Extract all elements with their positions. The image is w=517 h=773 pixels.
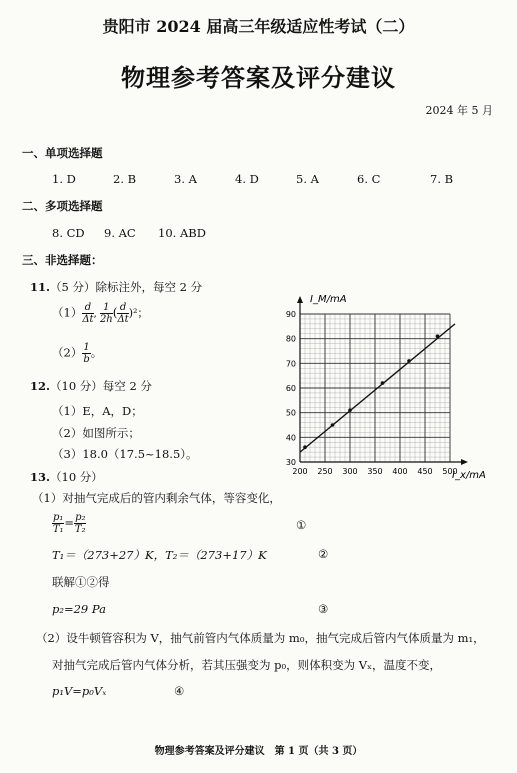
section-heading-non-choice: 三、非选择题： [22,253,103,267]
answer-prefix: （2） [52,345,83,360]
y-axis-arrow [297,296,303,303]
answer-item: 10. ABD [158,226,206,240]
x-tick-label: 400 [392,467,408,476]
answer-prefix: （1） [52,305,83,320]
question-13-intro [30,469,103,485]
answer-item: 4. D [235,172,259,186]
x-tick-label: 500 [442,467,458,476]
answer-suffix: )²； [128,306,149,320]
question-number: 13. [30,470,51,484]
equation-marker: ④ [174,684,185,698]
question-12-answer-3: （3）18.0（17.5~18.5）。 [52,447,198,461]
data-point [331,423,335,427]
equation-2: T₁＝（273+27）K，T₂＝（273+17）K [52,548,267,562]
data-point [407,359,411,363]
fraction-numerator: 1 [100,302,113,314]
question-intro-text: （5 分）除标注外，每空 2 分 [50,280,203,294]
y-tick-label: 50 [285,408,296,418]
x-tick-label: 450 [417,467,433,476]
data-point [303,445,307,449]
fraction [82,302,93,325]
answer-item: 7. B [430,172,454,186]
question-intro-text: （10 分） [50,470,103,484]
question-13-paragraph-2: （2）设牛顿管容积为 V，抽气前管内气体质量为 m₀，抽气完成后管内气体质量为 m₁， [36,631,485,645]
fraction [100,302,113,325]
question-12-answer-2: （2）如图所示； [52,426,140,440]
question-13-paragraph-1: （1）对抽气完成后的管内剩余气体，等容变化， [32,491,281,505]
fraction-denominator: T₂ [74,524,86,535]
answer-item: 5. A [296,172,319,186]
y-tick-label: 80 [285,334,296,344]
page-footer: 物理参考答案及评分建议 第 1 页（共 3 页） [154,746,363,757]
y-tick-label: 30 [285,458,296,467]
data-point [348,408,352,412]
fraction [52,512,64,535]
question-11-answer-2 [52,342,102,365]
answer-item: 8. CD [52,226,85,240]
answer-item: 3. A [174,172,197,186]
equation-3: p₂=29 Pa [52,602,106,616]
fraction-numerator: d [82,302,93,314]
fraction-numerator: p₁ [53,512,64,523]
y-tick-label: 70 [285,359,296,369]
x-tick-label: 300 [342,467,358,476]
equation-1 [52,512,86,535]
fraction-numerator: 1 [83,342,90,353]
exam-date: 2024 年 5 月 [425,104,493,117]
x-axis-arrow [461,459,468,465]
y-tick-label: 60 [285,384,296,393]
fraction-denominator: 2h [99,314,113,325]
answer-item: 9. AC [104,226,136,240]
y-tick-label: 90 [285,310,296,319]
x-tick-label: 200 [292,467,308,476]
question-intro-text: （10 分）每空 2 分 [50,379,152,393]
y-axis-label: I_M/mA [310,294,347,305]
fraction-numerator: p₂ [75,512,86,523]
question-11-intro [30,279,202,295]
question-12-intro [30,378,152,394]
x-tick-label: 350 [367,467,383,476]
answer-item: 2. B [113,172,137,186]
question-12-answer-1: （1）E，A，D； [52,404,143,418]
question-13-paragraph-3: 对抽气完成后管内气体分析，若其压强变为 p₀，则体积变为 Vₓ，温度不变， [52,658,441,672]
question-number: 12. [30,379,51,393]
data-point [381,381,385,385]
fraction-denominator: Δt [117,314,129,325]
y-tick-label: 40 [285,433,296,443]
current-relation-chart [276,290,506,500]
answer-item: 1. D [52,172,76,186]
equation-marker: ③ [318,602,329,616]
x-axis-label: I_x/mA [452,470,486,481]
fraction-denominator: Δt [82,314,94,325]
fraction [74,512,86,535]
answer-item: 6. C [357,172,381,186]
fraction-numerator: d [117,302,128,314]
equation-marker: ② [318,547,329,561]
equation-marker: ① [296,518,307,532]
document-title: 物理参考答案及评分建议 [121,63,396,92]
answer-suffix: 。 [90,345,103,360]
equation-4: p₁V=p₀Vₓ [52,684,107,698]
question-11-answer-1: （1） $\frac{d}{\Delta t}$ , $\frac{1}{2h}$ ( $\frac{d}{\Delta t}$ )²； [52,302,149,325]
fraction-denominator: T₁ [52,524,64,535]
section-heading-multiple-choice: 二、多项选择题 [22,199,103,213]
equals-sign: = [64,515,75,530]
data-point [436,334,440,338]
fraction [117,302,128,325]
section-heading-single-choice: 一、单项选择题 [22,146,103,160]
join-text: 联解①②得 [52,575,110,589]
fraction-denominator: b [83,354,90,365]
exam-title: 贵阳市 2024 届高三年级适应性考试（二） [102,17,415,36]
x-tick-label: 250 [317,467,333,476]
fraction [82,342,90,365]
question-number: 11. [30,280,51,294]
